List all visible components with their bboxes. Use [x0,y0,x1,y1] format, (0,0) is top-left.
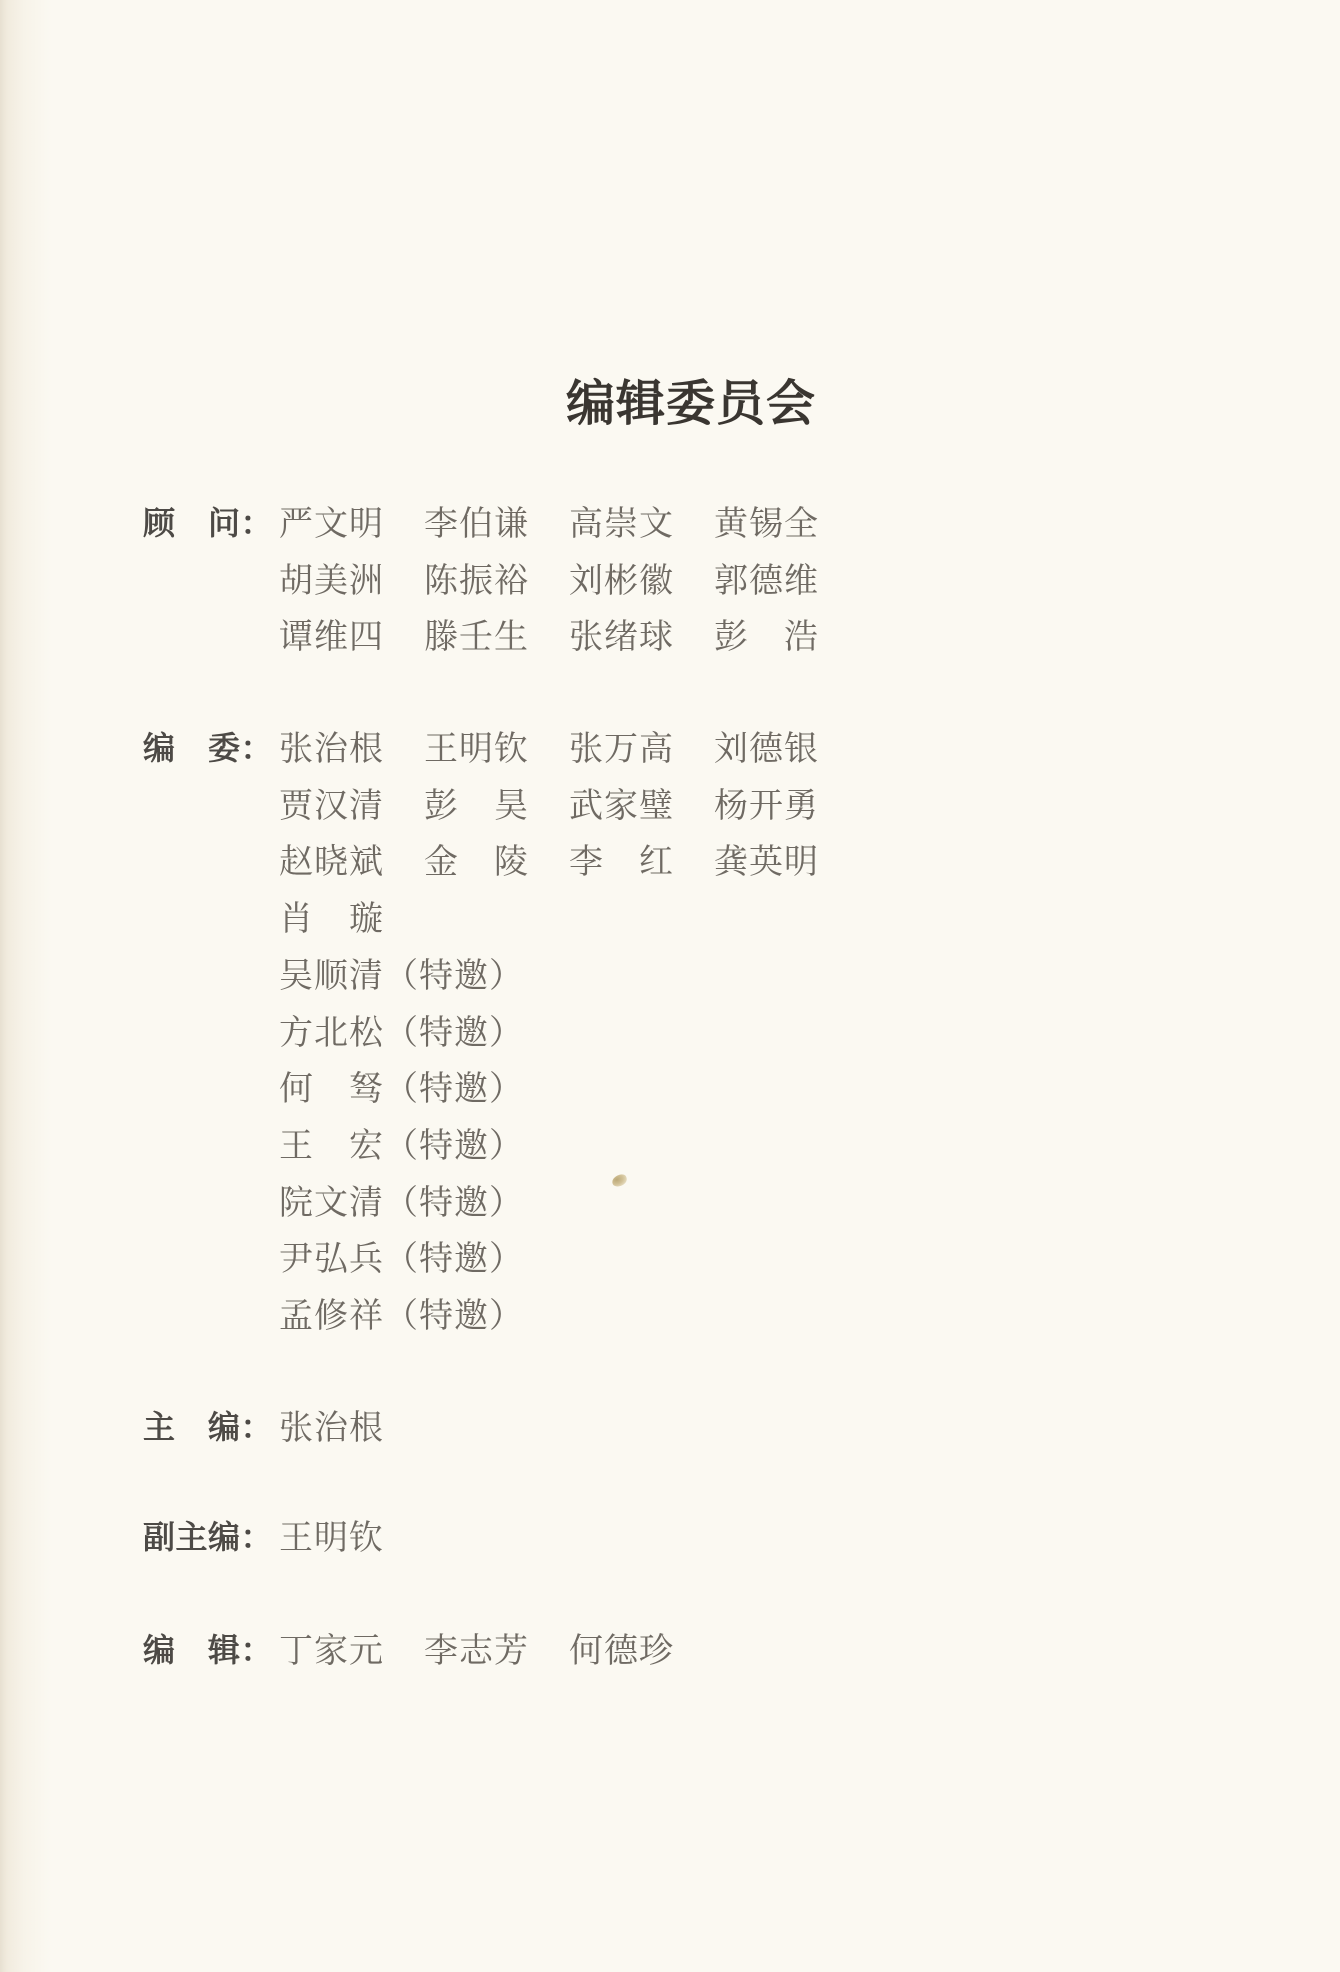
member-name: 院文清（特邀） [279,1184,524,1222]
member-name: 武家璧 [569,787,674,825]
member-row [279,619,859,656]
member-name: 李志芳 [424,1633,529,1670]
member-name: 龚英明 [714,844,819,882]
section-label-zhubian: 主 编： [143,1408,274,1446]
member-name: 刘彬徽 [569,562,674,600]
member-name: 何德珍 [569,1633,674,1670]
member-name: 丁家元 [279,1633,384,1670]
member-name: 谭维四 [279,619,384,656]
member-row [279,1185,524,1222]
member-name: 杨开勇 [714,787,819,825]
page-title: 编辑委员会 [566,376,817,431]
member-row [279,1633,714,1670]
member-row [279,958,524,995]
member-row [279,844,859,881]
member-name: 高崇文 [569,506,674,543]
member-name: 金 陵 [424,844,529,882]
member-name: 张治根 [279,731,384,768]
member-name: 王明钦 [279,1520,384,1557]
member-row [279,731,859,768]
member-name: 滕壬生 [424,619,529,656]
member-name: 吴顺清（特邀） [279,957,524,995]
member-row [279,506,859,543]
member-name: 贾汉清 [279,787,384,825]
section-label-bianji: 编 辑： [143,1631,274,1669]
member-row [279,1520,424,1557]
member-row [279,1128,524,1165]
member-name: 张绪球 [569,619,674,656]
member-name: 方北松（特邀） [279,1014,524,1052]
member-name: 张治根 [279,1410,384,1447]
scan-speck [611,1173,629,1188]
member-name: 赵晓斌 [279,844,384,882]
member-row [279,788,859,825]
section-label-bianwei: 编 委： [143,729,274,767]
member-name: 肖 璇 [279,901,384,939]
member-name: 彭 浩 [714,619,819,656]
member-name: 何 驽（特邀） [279,1071,524,1109]
member-name: 尹弘兵（特邀） [279,1241,524,1279]
section-label-guwen: 顾 问： [143,504,274,542]
member-name: 黄锡全 [714,506,819,543]
member-name: 郭德维 [714,562,819,600]
member-name: 李 红 [569,844,674,882]
member-name: 陈振裕 [424,562,529,600]
member-row [279,563,859,600]
member-name: 孟修祥（特邀） [279,1298,524,1335]
member-name: 张万高 [569,731,674,768]
member-row [279,1410,424,1447]
member-row [279,1298,524,1335]
member-name: 王 宏（特邀） [279,1127,524,1165]
member-row [279,1241,524,1278]
member-name: 王明钦 [424,731,529,768]
member-name: 李伯谦 [424,506,529,543]
member-name: 刘德银 [714,731,819,768]
member-name: 严文明 [279,506,384,543]
member-row [279,1015,524,1052]
member-name: 胡美洲 [279,562,384,600]
member-row [279,1071,524,1108]
member-name: 彭 昊 [424,787,529,825]
member-row [279,901,424,938]
section-label-fuzhubian: 副主编： [143,1518,274,1556]
